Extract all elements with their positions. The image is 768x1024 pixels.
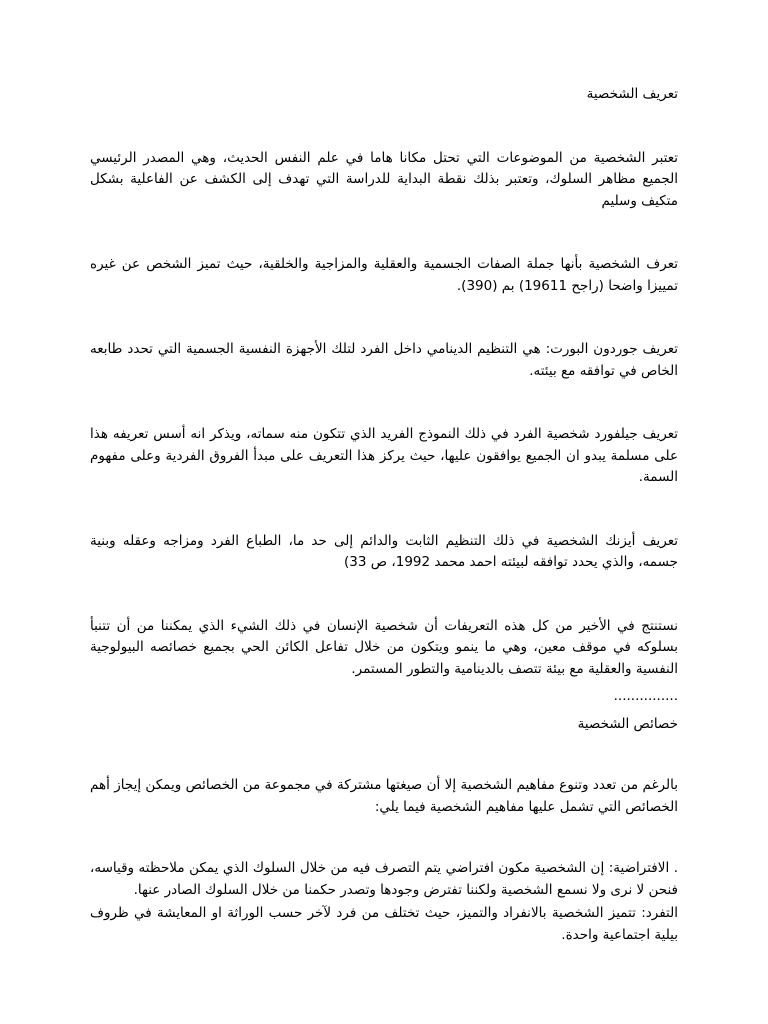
- paragraph-conclusion: نستنتج في الأخير من كل هذه التعريفات أن شخصية الإنسان في ذلك الشيء الذي يمكننا من أن تتنبأ بسلوكه في موقف معين، وهي ما ينمو ويتكون من خلال تفاعل الكائن الحي بجميع خصائصه البيولوجية النفسية والعقلية مع بيئة تتصف بالدينامية والتطور المستمر.: [90, 617, 678, 677]
- paragraph-uniqueness: التفرد: تتميز الشخصية بالانفراد والتميز، حيث تختلف من فرد لآخر حسب الوراثة او المعايشة في ظروف بيلية اجتماعية واحدة.: [90, 905, 678, 943]
- paragraph-guilford-definition: تعريف جيلفورد شخصية الفرد في ذلك النموذج الفريد الذي تتكون منه سماته، ويذكر انه أسس تعريفه هذا على مسلمة يبدو ان الجميع يوافقون عليها، حيث يركز هذا التعريف على مبدأ الفروق الفردية وعلى مفهوم السمة.: [90, 426, 678, 485]
- paragraph-eysenck-definition: تعريف أيزنك الشخصية في ذلك التنظيم الثابت والدائم إلى حد ما، الطباع الفرد ومزاجه وعقله وبنية جسمه، والذي يحدد توافقه لبيئته احمد محمد 1992، ص 33): [90, 532, 678, 570]
- paragraph-hypothetical: . الافتراضية: إن الشخصية مكون افتراضي يتم التصرف فيه من خلال السلوك الذي يمكن ملاحظته وقياسه، فنحن لا نرى ولا نسمع الشخصية ولكننا تفترض وجودها وتصدر حكمنا من خلال السلوك الصادر عنها.: [90, 860, 678, 898]
- separator-dots: ...............: [613, 688, 678, 704]
- document-page: [90, 84, 678, 946]
- paragraph-characteristics-intro: بالرغم من تعدد وتنوع مفاهيم الشخصية إلا أن صيغتها مشتركة في مجموعة من الخصائص ويمكن إيجاز أهم الخصائص التي تشمل عليها مفاهيم الشخصية فيما يلي:: [90, 777, 678, 815]
- paragraph-definition-traits: تعرف الشخصية بأنها جملة الصفات الجسمية والعقلية والمزاجية والخلقية، حيث تميز الشخص عن غيره تمييزا واضحا (راجح 19611) بم (390).: [90, 256, 678, 294]
- paragraph-allport-definition: تعريف جوردون البورت: هي التنظيم الدينامي داخل الفرد لتلك الأجهزة النفسية الجسمية التي تحدد طابعه الخاص في توافقه مع بيئته.: [90, 341, 678, 379]
- page-title: تعريف الشخصية: [586, 86, 678, 102]
- section-title-characteristics: خصائص الشخصية: [577, 715, 678, 732]
- paragraph-definition-importance: تعتبر الشخصية من الموضوعات التي تحتل مكانا هاما في علم النفس الحديث، وهي المصدر الرئيسي الجميع مظاهر السلوك، وتعتبر بذلك نقطة البداية للدراسة التي تهدف إلى الكشف عن الفاعلية بشكل متكيف وسليم: [90, 149, 678, 209]
